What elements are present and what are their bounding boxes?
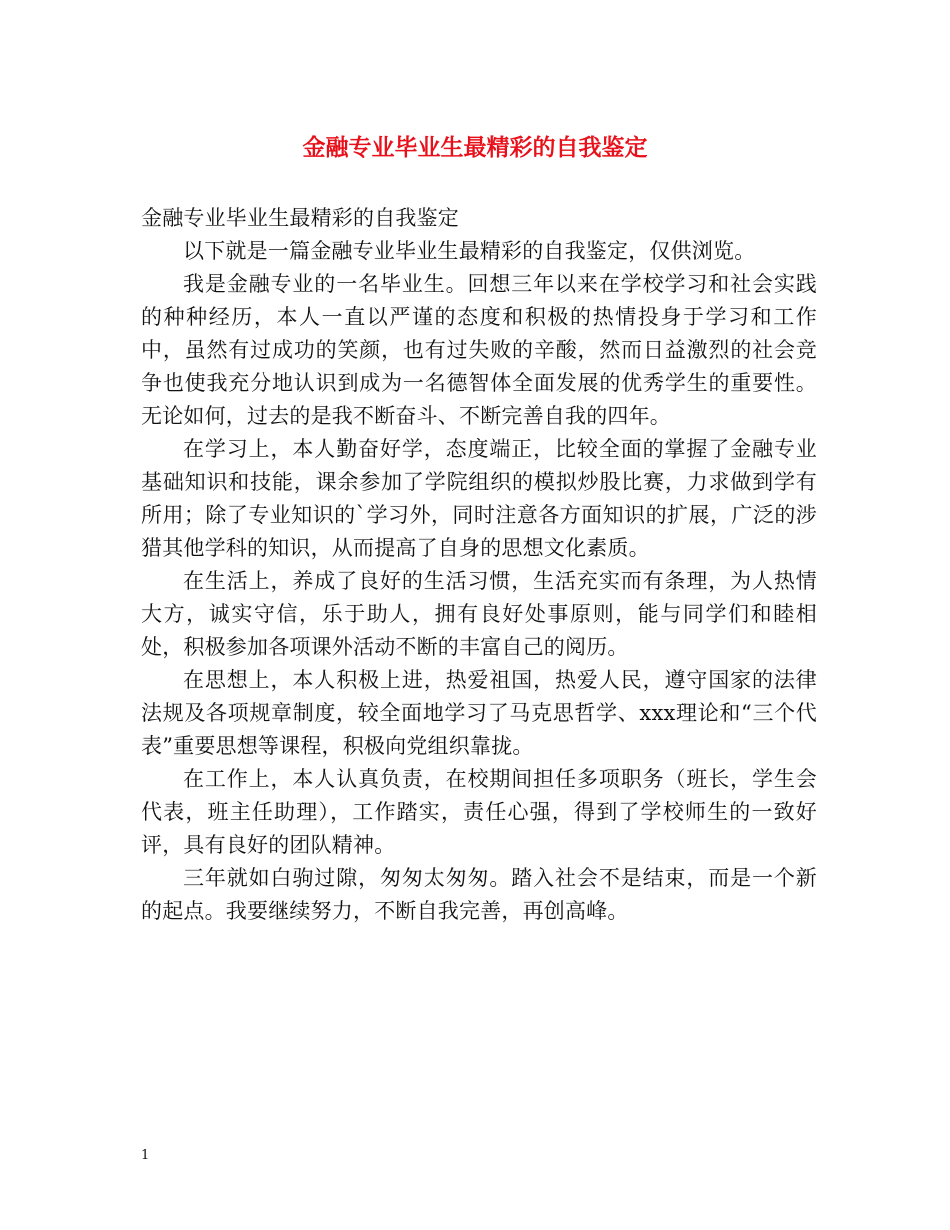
document-body xyxy=(141,202,817,928)
paragraph-overview: 我是金融专业的一名毕业生。回想三年以来在学校学习和社会实践的种种经历，本人一直以严谨的态度和积极的热情投身于学习和工作中，虽然有过成功的笑颜，也有过失败的辛酸，然而日益激烈的社会竞争也使我充分地认识到成为一名德智体全面发展的优秀学生的重要性。无论如何，过去的是我不断奋斗、不断完善自我的四年。 xyxy=(141,272,817,428)
paragraph-conclusion: 三年就如白驹过隙，匆匆太匆匆。踏入社会不是结束，而是一个新的起点。我要继续努力，不断自我完善，再创高峰。 xyxy=(141,866,817,923)
document-subtitle: 金融专业毕业生最精彩的自我鉴定 xyxy=(141,206,459,230)
paragraph-work: 在工作上，本人认真负责，在校期间担任多项职务（班长，学生会代表，班主任助理），工作踏实，责任心强，得到了学校师生的一致好评，具有良好的团队精神。 xyxy=(141,767,817,857)
paragraph-intro: 以下就是一篇金融专业毕业生最精彩的自我鉴定，仅供浏览。 xyxy=(183,239,756,263)
paragraph-life: 在生活上，养成了良好的生活习惯，生活充实而有条理，为人热情大方，诚实守信，乐于助人，拥有良好处事原则，能与同学们和睦相处，积极参加各项课外活动不断的丰富自己的阅历。 xyxy=(141,569,817,659)
paragraph-ideology: 在思想上，本人积极上进，热爱祖国，热爱人民，遵守国家的法律法规及各项规章制度，较全面地学习了马克思哲学、xxx理论和“三个代表”重要思想等课程，积极向党组织靠拢。 xyxy=(141,668,817,758)
paragraph-study: 在学习上，本人勤奋好学，态度端正，比较全面的掌握了金融专业基础知识和技能，课余参加了学院组织的模拟炒股比赛，力求做到学有所用；除了专业知识的`学习外，同时注意各方面知识的扩展，广泛的涉猎其他学科的知识，从而提高了自身的思想文化素质。 xyxy=(141,437,817,560)
document-title: 金融专业毕业生最精彩的自我鉴定 xyxy=(302,134,648,161)
page-number: 1 xyxy=(141,1148,150,1163)
